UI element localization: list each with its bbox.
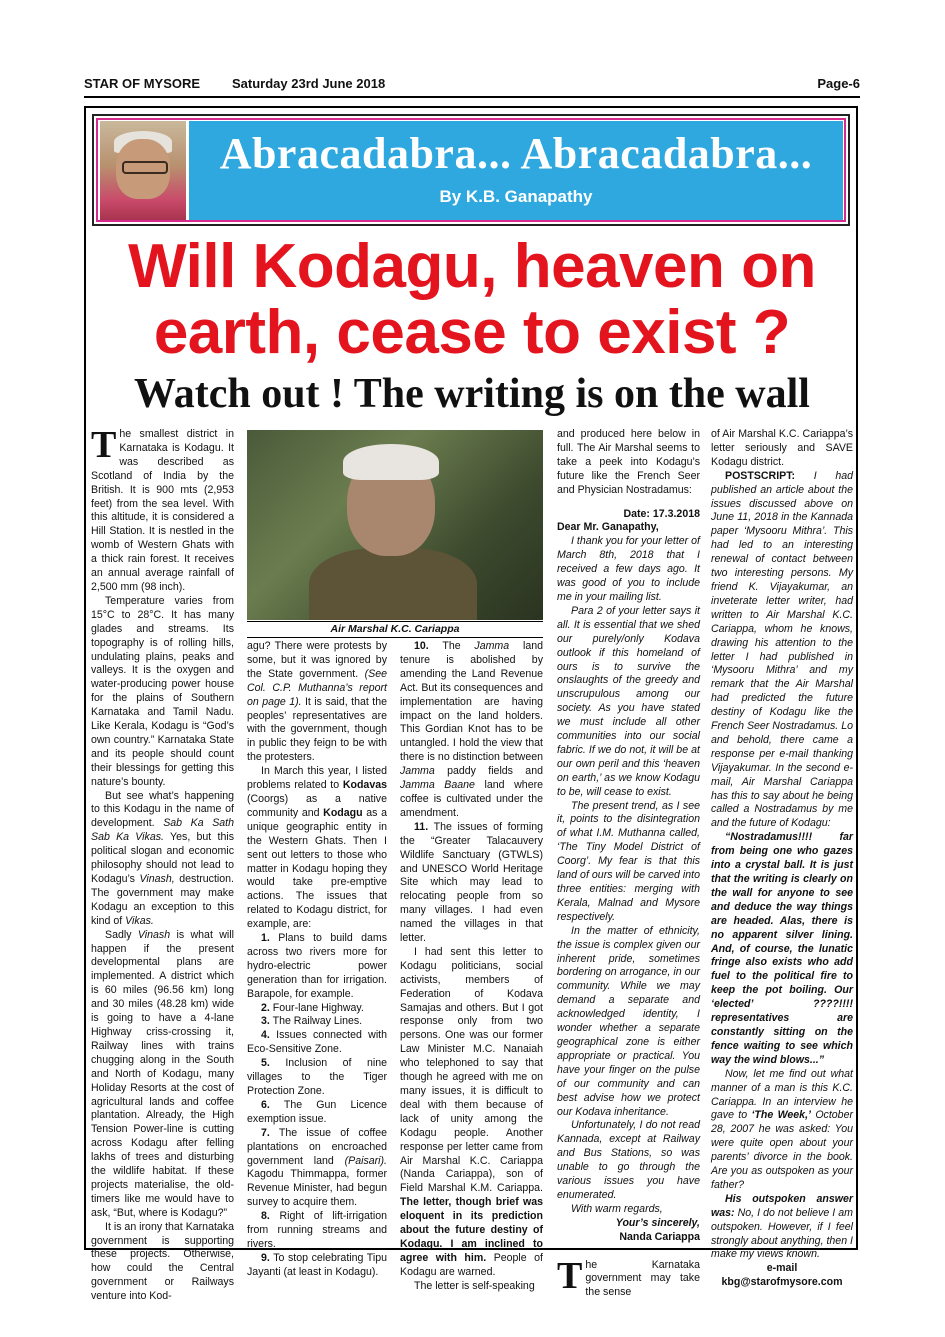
letter-signature: Nanda Cariappa — [619, 1230, 700, 1243]
page-number: Page-6 — [817, 76, 860, 91]
newspaper-name: STAR OF MYSORE — [84, 76, 201, 91]
list-item: 3. The Railway Lines. — [261, 1015, 363, 1028]
paragraph: His outspoken answer was: No, I do not believe I am outspoken. However, if I feel strongly about anything, then I make my views known. — [711, 1192, 853, 1261]
masthead — [84, 76, 860, 98]
photo-hair — [343, 444, 439, 480]
paragraph: of Air Marshal K.C. Cariappa’s letter seriously and SAVE Kodagu district. — [711, 428, 853, 468]
headline-line-2: earth, cease to exist ? — [153, 298, 791, 367]
letter-paragraph: I thank you for your letter of March 8th, 2018 that I received a few days ago. It was good of you to include me in your mailing list. — [557, 535, 700, 603]
paragraph: agu? There were protests by some, but it was ignored by the State government. (See Col. C.P. Muthanna’s report on page 1). It is said, that the peoples’ representatives are with the government, though in public they feign to be with the protesters. — [247, 640, 387, 764]
list-item: 9. To stop celebrating Tipu Jayanti (at least in Kodagu). — [247, 1251, 387, 1278]
column-4 — [557, 428, 700, 1300]
author-email: kbg@starofmysore.com — [721, 1276, 843, 1289]
column-5 — [711, 428, 853, 1290]
headline-line-1: Will Kodagu, heaven on — [128, 232, 816, 301]
issue-date: Saturday 23rd June 2018 — [232, 76, 386, 91]
letter-closing: With warm regards, — [571, 1202, 663, 1215]
letter-sign-off: Your’s sincerely, — [615, 1216, 700, 1229]
author-portrait — [100, 121, 186, 220]
drop-cap: T — [557, 1254, 583, 1297]
paragraph: The letter is self-speaking — [414, 1279, 535, 1292]
paragraph: In March this year, I listed problems related to Kodavas (Coorgs) as a native community and Kodagu as a unique geographic entity in the Western Ghats. Then I sent out letters to those who matter in Kodagu hoping they would take pre-emptive actions. The issues that related to Kodagu district, for example, are: — [247, 765, 388, 931]
masthead-rule — [84, 96, 860, 98]
paragraph: The smallest district in Karnataka is Kodagu. It was described as Scotland of India by the British. It is 900 mts (2,953 feet) from the sea level. With this altitude, it is considered a Hill Station. It is nestled in the womb of Western Ghats with a thick rain forest. It receives an annual average rainfall of 2,500 mm (98 inch). — [91, 424, 234, 593]
letter-paragraph: Para 2 of your letter says it all. It is essential that we shed our purely/only Kodava outlook if this homeland of ours is to survive the onslaughts of the greedy and unscrupulous among our society. As you have stated we must include all other communities into our social fabric. If we do not, it will be at our own peril and this ‘heaven on earth,’ as we know Kodagu to be, will cease to exist. — [557, 604, 700, 798]
list-item: 7. The issue of coffee plantations on encroached government land (Paisari). Kagodu Thimmappa, former Revenue Minister, had begun survey to acquire them. — [247, 1126, 387, 1209]
column-3 — [400, 640, 543, 1294]
column-title: Abracadabra... Abracadabra... — [219, 129, 813, 178]
paragraph: But see what’s happening to this Kodagu in the name of development. Sab Ka Sath Sab Ka Vikas. Yes, but this political slogan and economic philosophy should not lead to Kodagu’s Vinash, destruction. The government may make Kodagu an exception to this kind of Vikas. — [91, 789, 234, 927]
photo-caption: Air Marshal K.C. Cariappa — [247, 621, 543, 638]
photo-jacket — [309, 548, 477, 620]
paragraph: I had sent this letter to Kodagu politicians, social activists, members of Federation of Kodava Samajas and others. But I got response only from two persons. One was our former Law Minister M.C. Nanaiah who telephoned to say that though he agreed with me on many issues, it is difficult to deal with them because of lack of unity among the Kodagu people. Another response per letter came from Air Marshal K.C. Cariappa (Nanda Cariappa), son of Field Marshal K.M. Cariappa. The letter, though brief was eloquent in its prediction about the future destiny of Kodagu. I am inclined to agree with him. People of Kodagu are warned. — [400, 945, 543, 1278]
list-item: 11. The issues of forming the “Greater Talacauvery Wildlife Sanctuary (GTWLS) and UNESCO World Heritage Site which may lead to relocating people from so many villages. I had even named the villages in that letter. — [400, 820, 543, 945]
postscript: POSTSCRIPT: I had published an article about the issues discussed above on June 11, 2018 in the Kannada paper ‘Mysooru Mithra’. This had led to an interesting renewal of contact between two interesting persons. My friend K. Vijayakumar, an inveterate letter writer, had written to Air Marshal K.C. Cariappa, whom he knows, drawing his attention to the letter I had published in ‘Mysooru Mithra’ and my remark that the Air Marshal had predicted the future destiny of Kodagu like the French Seer Nostradamus. Lo and behold, there came a response per e-mail thanking Vijayakumar. In the second e-mail, Air Marshal Cariappa has this to say about he being called a Nostradamus by me and the future of Kodagu: — [711, 469, 853, 830]
cariappa-photo — [247, 430, 543, 620]
subheadline: Watch out ! The writing is on the wall — [134, 371, 810, 417]
email-quote: “Nostradamus!!!! far from being one who gazes into a crystal ball. It is just that the writing is clearly on the wall for anyone to see and deduce the way things are headed. Alas, there is no apparent silver lining. And, of course, the lunatic fringe also exists who add fuel to the political fire to keep the pot boiling. Our ‘elected’ ????!!!! representatives are constantly sitting on the fence waiting to see which way the wind blows...” — [711, 831, 853, 1066]
column-2 — [247, 640, 387, 1280]
paragraph: The Karnataka government may take the sense — [557, 1254, 700, 1299]
paragraph: Now, let me find out what manner of a man is this K.C. Cariappa. In an interview he gave to ‘The Week,’ October 28, 2007 he was asked: You were quite open about your parents’ divorce in the book. Are you as outspoken as your father? — [711, 1067, 853, 1191]
list-item: 6. The Gun Licence exemption issue. — [247, 1098, 387, 1125]
headline — [84, 234, 860, 366]
drop-cap: T — [91, 424, 117, 466]
paragraph: It is an irony that Karnataka government is supporting these projects. Otherwise, how could the Central government or Railways venture into Kod- — [91, 1220, 234, 1303]
list-item: 4. Issues connected with Eco-Sensitive Zone. — [247, 1029, 388, 1056]
list-item: 1. Plans to build dams across two rivers more for hydro-electric power generation than for irrigation. Barapole, for example. — [247, 932, 387, 1000]
letter-date: Date: 17.3.2018 — [623, 507, 700, 520]
paragraph: and produced here below in full. The Air Marshal seems to take a peek into Kodagu’s future like the French Seer and Physician Nostradamus: — [557, 428, 700, 496]
letter-salutation: Dear Mr. Ganapathy, — [557, 521, 659, 534]
portrait-glasses — [122, 161, 168, 174]
list-item: 2. Four-lane Highway. — [261, 1001, 364, 1014]
list-item: 8. Right of lift-irrigation from running streams and rivers. — [247, 1210, 388, 1250]
column-1 — [91, 424, 234, 1304]
letter-paragraph: In the matter of ethnicity, the issue is complex given our inherent pride, sometimes bordering on arrogance, in our community. While we may demand a separate and acknowledged identity, I wonder whether a separate geographical zone is either appropriate or practical. You have your finger on the pulse of our community and can best advise how we protect our Kodava inheritance. — [557, 924, 700, 1118]
list-item: 10. The Jamma land tenure is abolished by amending the Land Revenue Act. But its consequences and implementation are having impact on the land holders. This Gordian Knot has to be untangled. I hold the view that there is no distinction between Jamma paddy fields and Jamma Baane land where coffee is cultivated under the amendment. — [400, 640, 544, 819]
paragraph: Temperature varies from 15°C to 28°C. It has many glades and streams. Its topography is of rolling hills, undulating plains, peaks and valleys. It is the oxygen and water-producing power house for the plains of Southern Karnataka and Tamil Nadu. Like Kerala, Kodagu is “God’s own country.” Karnataka State and its people should count their blessings for getting this nature’s bounty. — [91, 594, 234, 788]
email-label: e-mail — [766, 1262, 798, 1275]
letter-paragraph: The present trend, as I see it, points to the disintegration of what I.M. Muthanna called, ‘The Tiny Model District of Coorg’. My fear is that this land of ours will be carved into three entities: merging with Kerala, Malnad and Mysore respectively. — [557, 799, 700, 923]
list-item: 5. Inclusion of nine villages to the Tiger Protection Zone. — [247, 1057, 387, 1097]
paragraph: Sadly Vinash is what will happen if the present developmental plans are implemented. A district which is 60 miles (96.56 km) long and 30 miles (48.28 km) wide is going to have a 4-lane Highway criss-crossing it, Railway lines with trains chugging along in the South and North of Kodagu, many Holiday Resorts at the cost of agricultural lands and coffee plantation. Already, the High Tension Power-line is cutting across Kodagu after felling lakhs of trees and disturbing the wildlife habitat. If these projects materialise, the old-timers like me would have to ask, “But, where is Kodagu?” — [91, 928, 234, 1219]
letter-paragraph: Unfortunately, I do not read Kannada, except at Railway and Bus Stations, so was unable to go through the various issues you have enumerated. — [557, 1119, 700, 1201]
column-byline: By K.B. Ganapathy — [439, 187, 593, 206]
